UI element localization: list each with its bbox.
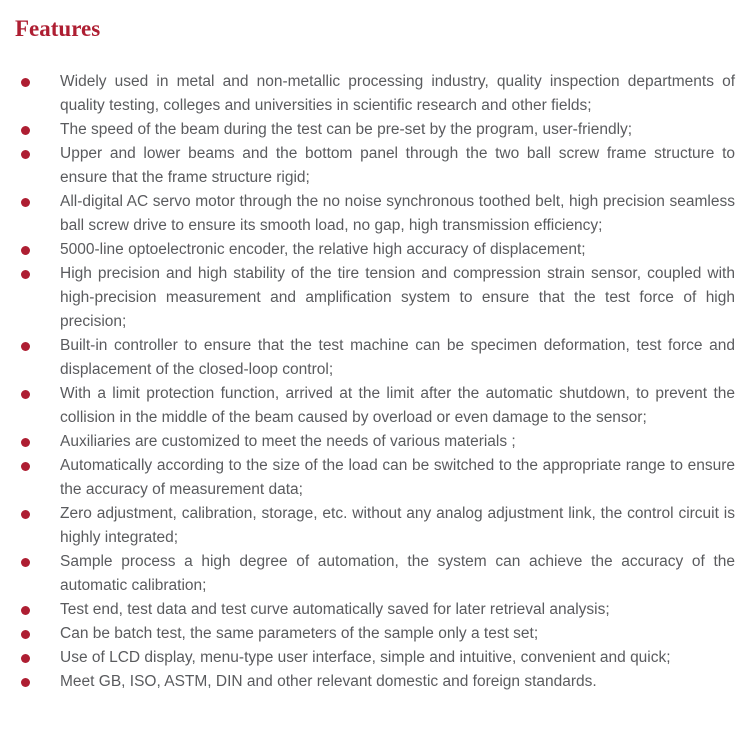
list-item xyxy=(0,238,750,262)
feature-text: Built-in controller to ensure that the test machine can be specimen deformation, test force and displacement of the closed-loop control; xyxy=(60,337,735,378)
bullet-icon xyxy=(21,462,30,471)
bullet-icon xyxy=(21,606,30,615)
list-item xyxy=(0,142,750,190)
bullet-icon xyxy=(21,126,30,135)
bullet-icon xyxy=(21,630,30,639)
list-item xyxy=(0,190,750,238)
list-item xyxy=(0,118,750,142)
feature-text: 5000-line optoelectronic encoder, the relative high accuracy of displacement; xyxy=(60,241,586,258)
list-item xyxy=(0,646,750,670)
list-item xyxy=(0,262,750,334)
bullet-icon xyxy=(21,510,30,519)
feature-text: Upper and lower beams and the bottom panel through the two ball screw frame structure to ensure that the frame structure rigid; xyxy=(60,145,735,186)
feature-text: Meet GB, ISO, ASTM, DIN and other relevant domestic and foreign standards. xyxy=(60,673,597,690)
bullet-icon xyxy=(21,150,30,159)
page-title: Features xyxy=(15,16,101,41)
bullet-icon xyxy=(21,438,30,447)
list-item xyxy=(0,598,750,622)
list-item xyxy=(0,454,750,502)
feature-text: Use of LCD display, menu-type user interface, simple and intuitive, convenient and quick; xyxy=(60,649,671,666)
list-item xyxy=(0,334,750,382)
list-item xyxy=(0,430,750,454)
list-item xyxy=(0,70,750,118)
bullet-icon xyxy=(21,78,30,87)
bullet-icon xyxy=(21,558,30,567)
bullet-icon xyxy=(21,198,30,207)
bullet-icon xyxy=(21,270,30,279)
feature-text: Can be batch test, the same parameters of the sample only a test set; xyxy=(60,625,539,642)
bullet-icon xyxy=(21,246,30,255)
feature-text: Auxiliaries are customized to meet the needs of various materials ; xyxy=(60,433,516,450)
bullet-icon xyxy=(21,678,30,687)
list-item xyxy=(0,670,750,694)
bullet-icon xyxy=(21,342,30,351)
feature-text: With a limit protection function, arrived at the limit after the automatic shutdown, to prevent the collision in the middle of the beam caused by overload or even damage to the sensor; xyxy=(60,385,735,426)
list-item xyxy=(0,550,750,598)
list-item xyxy=(0,622,750,646)
features-list xyxy=(0,70,750,694)
list-item xyxy=(0,382,750,430)
feature-text: Zero adjustment, calibration, storage, etc. without any analog adjustment link, the control circuit is highly integrated; xyxy=(60,505,735,546)
feature-text: High precision and high stability of the tire tension and compression strain sensor, coupled with high-precision measurement and amplification system to ensure that the test force of high precision; xyxy=(60,265,735,330)
bullet-icon xyxy=(21,654,30,663)
bullet-icon xyxy=(21,390,30,399)
feature-text: Sample process a high degree of automation, the system can achieve the accuracy of the automatic calibration; xyxy=(60,553,735,594)
feature-text: All-digital AC servo motor through the no noise synchronous toothed belt, high precision seamless ball screw drive to ensure its smooth load, no gap, high transmission efficiency; xyxy=(60,193,735,234)
feature-text: The speed of the beam during the test can be pre-set by the program, user-friendly; xyxy=(60,121,633,138)
feature-text: Automatically according to the size of the load can be switched to the appropriate range to ensure the accuracy of measurement data; xyxy=(60,457,735,498)
features-section xyxy=(0,16,750,741)
feature-text: Test end, test data and test curve automatically saved for later retrieval analysis; xyxy=(60,601,610,618)
feature-text: Widely used in metal and non-metallic processing industry, quality inspection departments of quality testing, colleges and universities in scientific research and other fields; xyxy=(60,73,735,114)
list-item xyxy=(0,502,750,550)
